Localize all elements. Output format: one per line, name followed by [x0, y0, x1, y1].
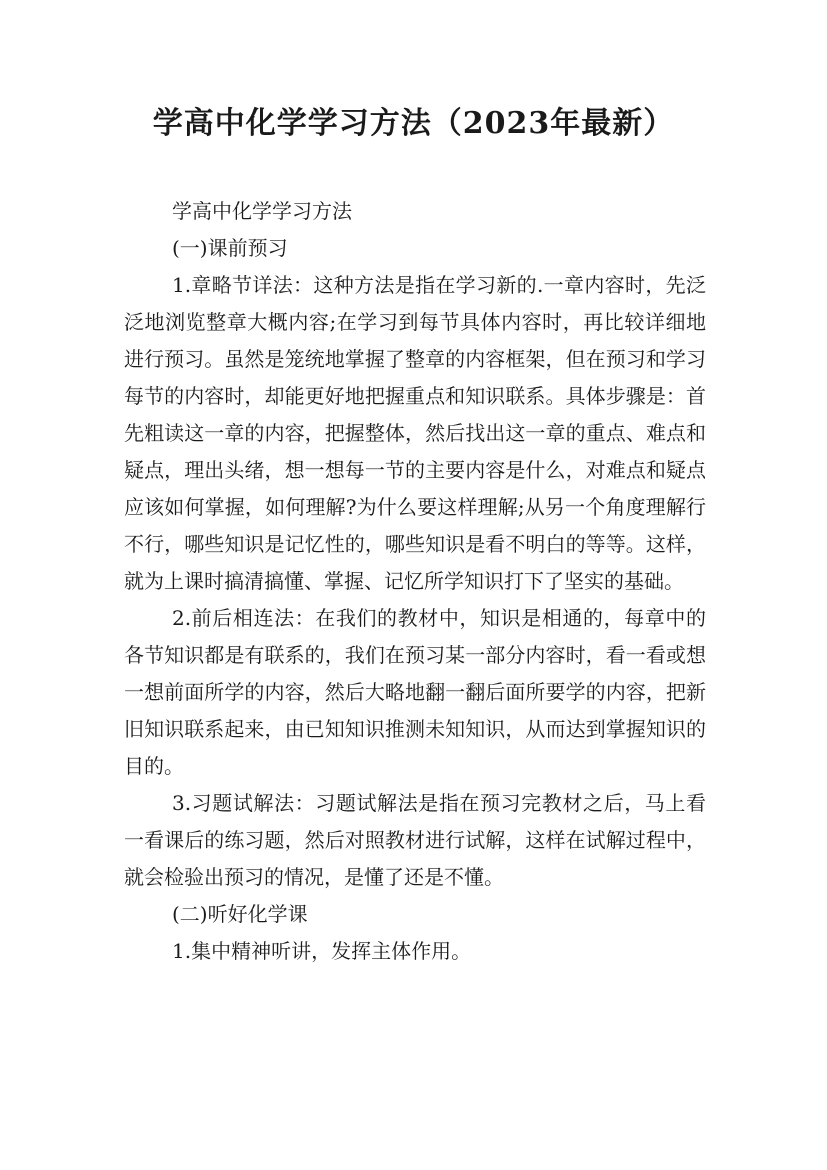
document-body — [124, 193, 706, 970]
section-heading: 学高中化学学习方法 — [172, 199, 352, 223]
document-title: 学高中化学学习方法（2023年最新） — [152, 106, 675, 141]
subsection-heading-class: (二)听好化学课 — [172, 902, 308, 926]
paragraph-method-2: 2.前后相连法：在我们的教材中，知识是相通的，每章中的各节知识都是有联系的，我们在预习某一部分内容时，看一看或想一想前面所学的内容，然后大略地翻一翻后面所要学的内容，把新旧知识联系起来，由已知知识推测未知知识，从而达到掌握知识的目的。 — [124, 606, 706, 778]
subsection-heading-preview: (一)课前预习 — [172, 236, 288, 260]
paragraph-method-3: 3.习题试解法：习题试解法是指在预习完教材之后，马上看一看课后的练习题，然后对照教材进行试解，这样在试解过程中，就会检验出预习的情况，是懂了还是不懂。 — [124, 791, 706, 889]
paragraph-method-1: 1.章略节详法：这种方法是指在学习新的.一章内容时，先泛泛地浏览整章大概内容;在学习到每节具体内容时，再比较详细地进行预习。虽然是笼统地掌握了整章的内容框架，但在预习和学习每节的内容时，却能更好地把握重点和知识联系。具体步骤是：首先粗读这一章的内容，把握整体，然后找出这一章的重点、难点和疑点，理出头绪，想一想每一节的主要内容是什么，对难点和疑点应该如何掌握，如何理解?为什么要这样理解;从另一个角度理解行不行，哪些知识是记忆性的，哪些知识是看不明白的等等。这样，就为上课时搞清搞懂、掌握、记忆所学知识打下了坚实的基础。 — [124, 273, 706, 593]
paragraph-class-1: 1.集中精神听讲，发挥主体作用。 — [172, 939, 472, 963]
